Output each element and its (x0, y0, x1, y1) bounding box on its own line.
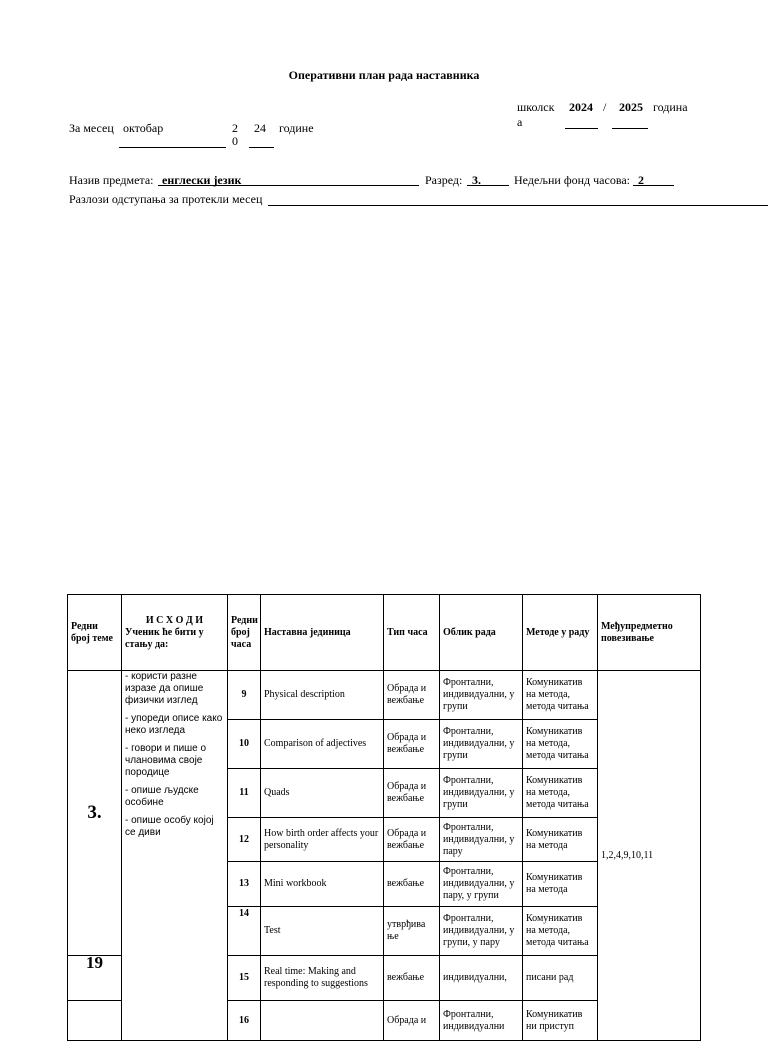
month-year-part2: 0 (232, 134, 238, 148)
lesson-no: 15 (228, 956, 261, 1001)
weekly-hours-value: 2 (638, 173, 644, 187)
lesson-type: Обрада и вежбање (384, 671, 440, 720)
topic-empty-cell (68, 1001, 122, 1041)
header-topic-no: Редни број теме (68, 595, 122, 671)
lesson-methods: Комуникатив на метода, метода читања (523, 671, 598, 720)
lesson-type: Обрада и вежбање (384, 818, 440, 862)
deviation-underline (268, 205, 768, 206)
lesson-form: Фронтални, индивидуални, у групи (440, 671, 523, 720)
subject-underline (158, 185, 419, 186)
lesson-unit (261, 1001, 384, 1041)
lesson-methods: Комуникатив на метода (523, 862, 598, 907)
school-year-label-2: а (517, 115, 523, 129)
lesson-no: 12 (228, 818, 261, 862)
outcome-item: - опише људске особине (125, 785, 199, 808)
grade-underline (467, 185, 509, 186)
grade-label: Разред: (425, 173, 463, 187)
topic-hours: 19 (68, 956, 122, 1001)
lesson-methods: Комуникатив на метода, метода читања (523, 769, 598, 818)
page-title: Оперативни план рада наставника (288, 68, 480, 82)
month-year-underline (249, 147, 274, 148)
lesson-no: 14 (228, 907, 261, 956)
school-year-start-underline (565, 128, 598, 129)
school-year-end-underline (612, 128, 648, 129)
correlation-cell: 1,2,4,9,10,11 (598, 671, 701, 1041)
month-value: октобар (123, 121, 164, 135)
lesson-type: утврђива ње (384, 907, 440, 956)
lesson-unit: Mini workbook (261, 862, 384, 907)
weekly-hours-label: Недељни фонд часова: (514, 173, 630, 187)
lesson-unit: Comparison of adjectives (261, 720, 384, 769)
weekly-hours-underline (633, 185, 674, 186)
lesson-no: 9 (228, 671, 261, 720)
lesson-no: 16 (228, 1001, 261, 1041)
outcomes-cell (122, 671, 228, 1041)
month-underline (119, 147, 226, 148)
lesson-methods: Комуникатив на метода, метода читања (523, 720, 598, 769)
month-label: За месец (69, 121, 114, 135)
lesson-type: вежбање (384, 956, 440, 1001)
subject-label: Назив предмета: (69, 173, 154, 187)
outcome-item: - упореди описе како неко изгледа (125, 713, 223, 736)
lesson-form: Фронтални, индивидуални, у пару, у групи (440, 862, 523, 907)
lesson-no: 11 (228, 769, 261, 818)
lesson-form: Фронтални, индивидуални, у групи (440, 720, 523, 769)
outcome-item: - говори и пише о члановима своје породице (125, 743, 207, 778)
outcome-item: - опише особу којој се диви (125, 815, 214, 838)
header-outcomes (122, 595, 228, 671)
subject-value: енглески језик (162, 173, 242, 187)
lesson-form: Фронтални, индивидуални, у групи, у пару (440, 907, 523, 956)
month-year-part1: 2 (232, 121, 238, 135)
deviation-label: Разлози одступања за протекли месец (69, 192, 263, 206)
header-type: Тип часа (384, 595, 440, 671)
lesson-form: индивидуални, (440, 956, 523, 1001)
table-row (68, 671, 701, 720)
month-year-part3: 24 (254, 121, 266, 135)
outcome-item: - користи разне изразе да опише физички изглед (125, 671, 204, 706)
header-methods: Методе у раду (523, 595, 598, 671)
lesson-unit: How birth order affects your personality (261, 818, 384, 862)
school-year-start: 2024 (569, 100, 593, 114)
table-header-row (68, 595, 701, 671)
lesson-type: Обрада и вежбање (384, 720, 440, 769)
lesson-unit: Quads (261, 769, 384, 818)
lesson-methods: Комуникатив на метода, метода читања (523, 907, 598, 956)
header-correlation: Међупредметно повезивање (598, 595, 701, 671)
header-outcomes-title: И С Х О Д И (145, 614, 204, 626)
lesson-type: вежбање (384, 862, 440, 907)
lesson-methods: Комуникатив на метода (523, 818, 598, 862)
header-outcomes-subtitle: Ученик ће бити у стању да: (125, 626, 204, 650)
plan-table (67, 594, 701, 1041)
header-unit: Наставна јединица (261, 595, 384, 671)
lesson-unit: Physical description (261, 671, 384, 720)
lesson-form: Фронтални, индивидуални, у групи (440, 769, 523, 818)
school-year-suffix: година (653, 100, 688, 114)
lesson-unit: Real time: Making and responding to suggestions (261, 956, 384, 1001)
lesson-type: Обрада и (384, 1001, 440, 1041)
lesson-methods: Комуникатив ни приступ (523, 1001, 598, 1041)
school-year-end: 2025 (619, 100, 643, 114)
lesson-no: 13 (228, 862, 261, 907)
school-year-separator: / (603, 100, 607, 114)
header-form: Облик рада (440, 595, 523, 671)
lesson-type: Обрада и вежбање (384, 769, 440, 818)
topic-number: 3. (68, 671, 122, 956)
school-year-label-1: школск (517, 100, 555, 114)
lesson-unit: Test (261, 907, 384, 956)
lesson-form: Фронтални, индивидуални, у пару (440, 818, 523, 862)
lesson-no: 10 (228, 720, 261, 769)
lesson-methods: писани рад (523, 956, 598, 1001)
grade-value: 3. (472, 173, 481, 187)
month-suffix: године (279, 121, 314, 135)
lesson-form: Фронтални, индивидуални (440, 1001, 523, 1041)
header-lesson-no: Редни број часа (228, 595, 261, 671)
